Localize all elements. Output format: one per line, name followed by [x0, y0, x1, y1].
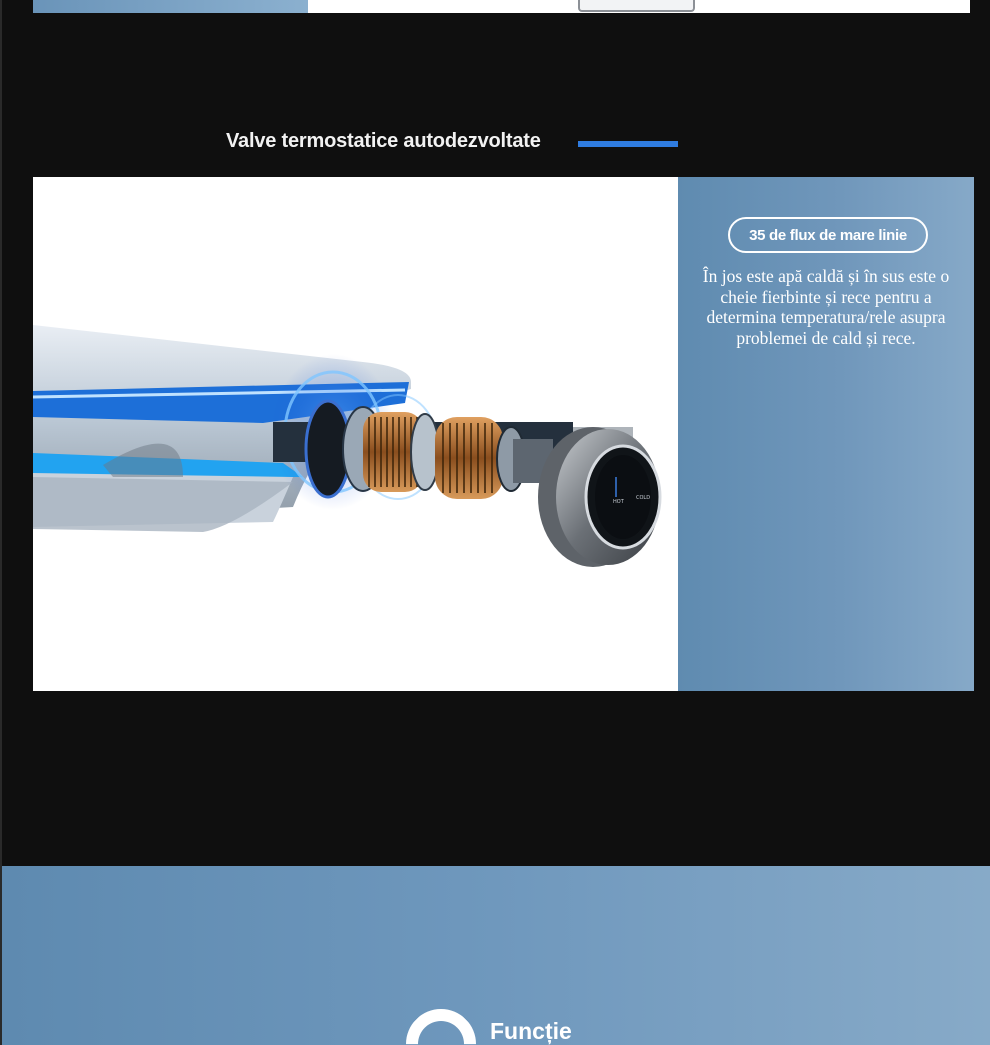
thermostatic-valve-image [33, 177, 678, 691]
section-title: Funcție [490, 1018, 572, 1044]
previous-section-remnant [0, 0, 990, 14]
shower-panel-image [578, 0, 695, 12]
knob-cold-label: COLD [636, 495, 651, 501]
feature-description: În jos este apă caldă și în sus este o cheie fierbinte și rece pentru a determina temperatura/rele asupra problemei de cald și rece. [702, 266, 950, 348]
valve-illustration [33, 177, 678, 691]
heading-accent-bar [578, 141, 678, 147]
previous-info-panel [33, 0, 308, 13]
knob-hot-label: HOT [613, 499, 624, 505]
copper-gear-2 [435, 417, 503, 499]
feature-info-panel [678, 177, 974, 691]
flow-badge: 35 de flux de mare linie [728, 217, 928, 253]
section-number-2 [392, 995, 491, 1045]
section-heading: Valve termostatice autodezvoltate [226, 130, 541, 152]
next-section-banner [2, 866, 990, 1045]
